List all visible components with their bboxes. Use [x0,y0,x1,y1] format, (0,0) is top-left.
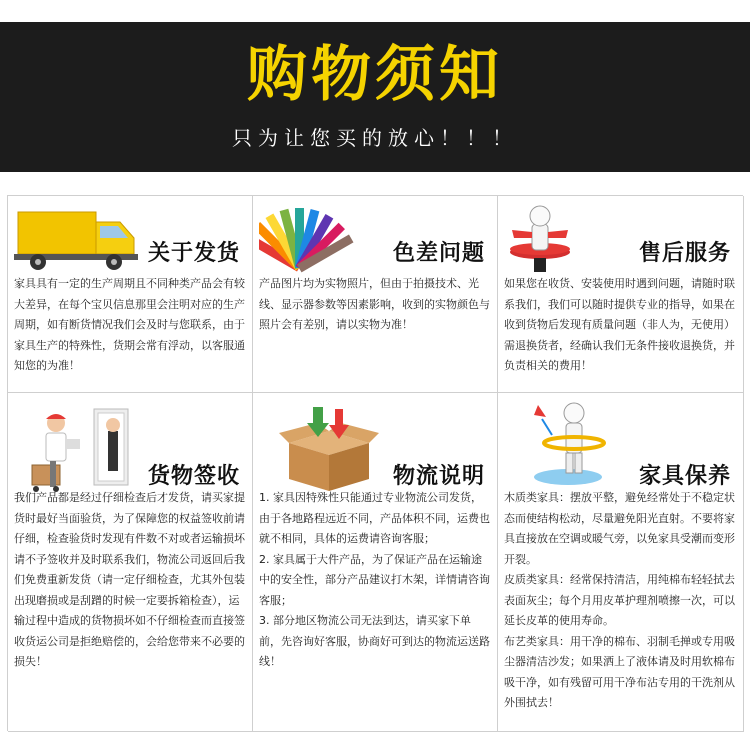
card-paragraph: 3. 部分地区物流公司无法到达，请买家下单前，先咨询好客服，协商好可到达的物流运送路线！ [259,614,490,668]
card-body [259,274,491,336]
courier-signing-icon [14,403,144,493]
card-body [259,488,491,673]
card-body [504,274,737,377]
card-body [14,488,246,673]
card-color-difference [253,196,498,393]
card-paragraph: 我们产品都是经过仔细检查后才发货，请买家提货时最好当面验货，为了保障您的权益签收前请仔细，检查验货时发现有件数不对或者运输损坏请不予签收并及时联系我们，物流公司返回后我们免费重新发货（请一定仔细检查，尤其外包装出现磨损或是刮蹭的时候一定要拆箱检查），运输过程中造成的货物损坏如不仔细检查而直接签收货运公司是拒绝赔偿的，会给您带来不必要的损失！ [14,491,245,668]
card-heading: 货物签收 [147,464,240,489]
card-body [504,488,737,714]
card-sign-for-goods [8,393,253,732]
card-heading: 色差问题 [392,241,485,266]
card-delivery [8,196,253,393]
card-paragraph: 布艺类家具：用干净的棉布、羽制毛掸或专用吸尘器清洁沙发；如果洒上了液体请及时用软棉布吸干净，如有残留可用干净布沾专用的干洗剂从外围拭去！ [504,634,735,709]
card-paragraph: 2. 家具属于大件产品，为了保证产品在运输途中的安全性，部分产品建议打木架，详情请咨询客服； [259,552,490,607]
shipping-box-icon [279,403,409,493]
card-after-sales [498,196,744,393]
card-paragraph: 皮质类家具：经常保持清洁，用纯棉布轻轻拭去表面灰尘；每个月用皮革护理剂喷擦一次，可以延长皮革的使用寿命。 [504,573,735,627]
card-heading: 关于发货 [147,241,240,266]
banner-subtitle: 只为让您买的放心！！！ [232,126,518,150]
service-figure-icon [504,202,634,274]
card-logistics [253,393,498,732]
card-paragraph: 1. 家具因特殊性只能通过专业物流公司发货，由于各地路程远近不同，产品体积不同，运费也就不相同，具体的运费请咨询客服； [259,491,490,545]
color-swatch-fan-icon [259,202,389,274]
card-heading: 物流说明 [392,464,485,489]
delivery-truck-icon [14,202,144,274]
card-heading: 家具保养 [638,464,731,489]
card-paragraph: 如果您在收货、安装使用时遇到问题，请随时联系我们，我们可以随时提供专业的指导，如果在收到货物后发现有质量问题（非人为，无使用）需退换货者，经确认我们无条件接收退换货，并负责相关的费用！ [504,277,735,372]
card-heading: 售后服务 [638,241,731,266]
card-paragraph: 产品图片均为实物照片，但由于拍摄技术、光线、显示器参数等因素影响，收到的实物颜色与照片会有差别，请以实物为准！ [259,277,490,331]
header-banner [0,22,750,172]
card-furniture-care [498,393,744,732]
card-paragraph: 木质类家具：摆放平整，避免经常处于不稳定状态而使结构松动，尽量避免阳光直射。不要将家具直接放在空调或暖气旁，以免家具受潮而变形开裂。 [504,491,735,566]
banner-title: 购物须知 [247,40,503,110]
notice-grid [7,195,743,731]
card-body [14,274,246,377]
card-paragraph: 家具具有一定的生产周期且不同种类产品会有较大差异，在每个宝贝信息那里会注明对应的生产周期，如有断货情况我们会及时与您联系，由于家具生产的特殊性，货期会常有浮动，以客服通知您的为准！ [14,277,245,372]
